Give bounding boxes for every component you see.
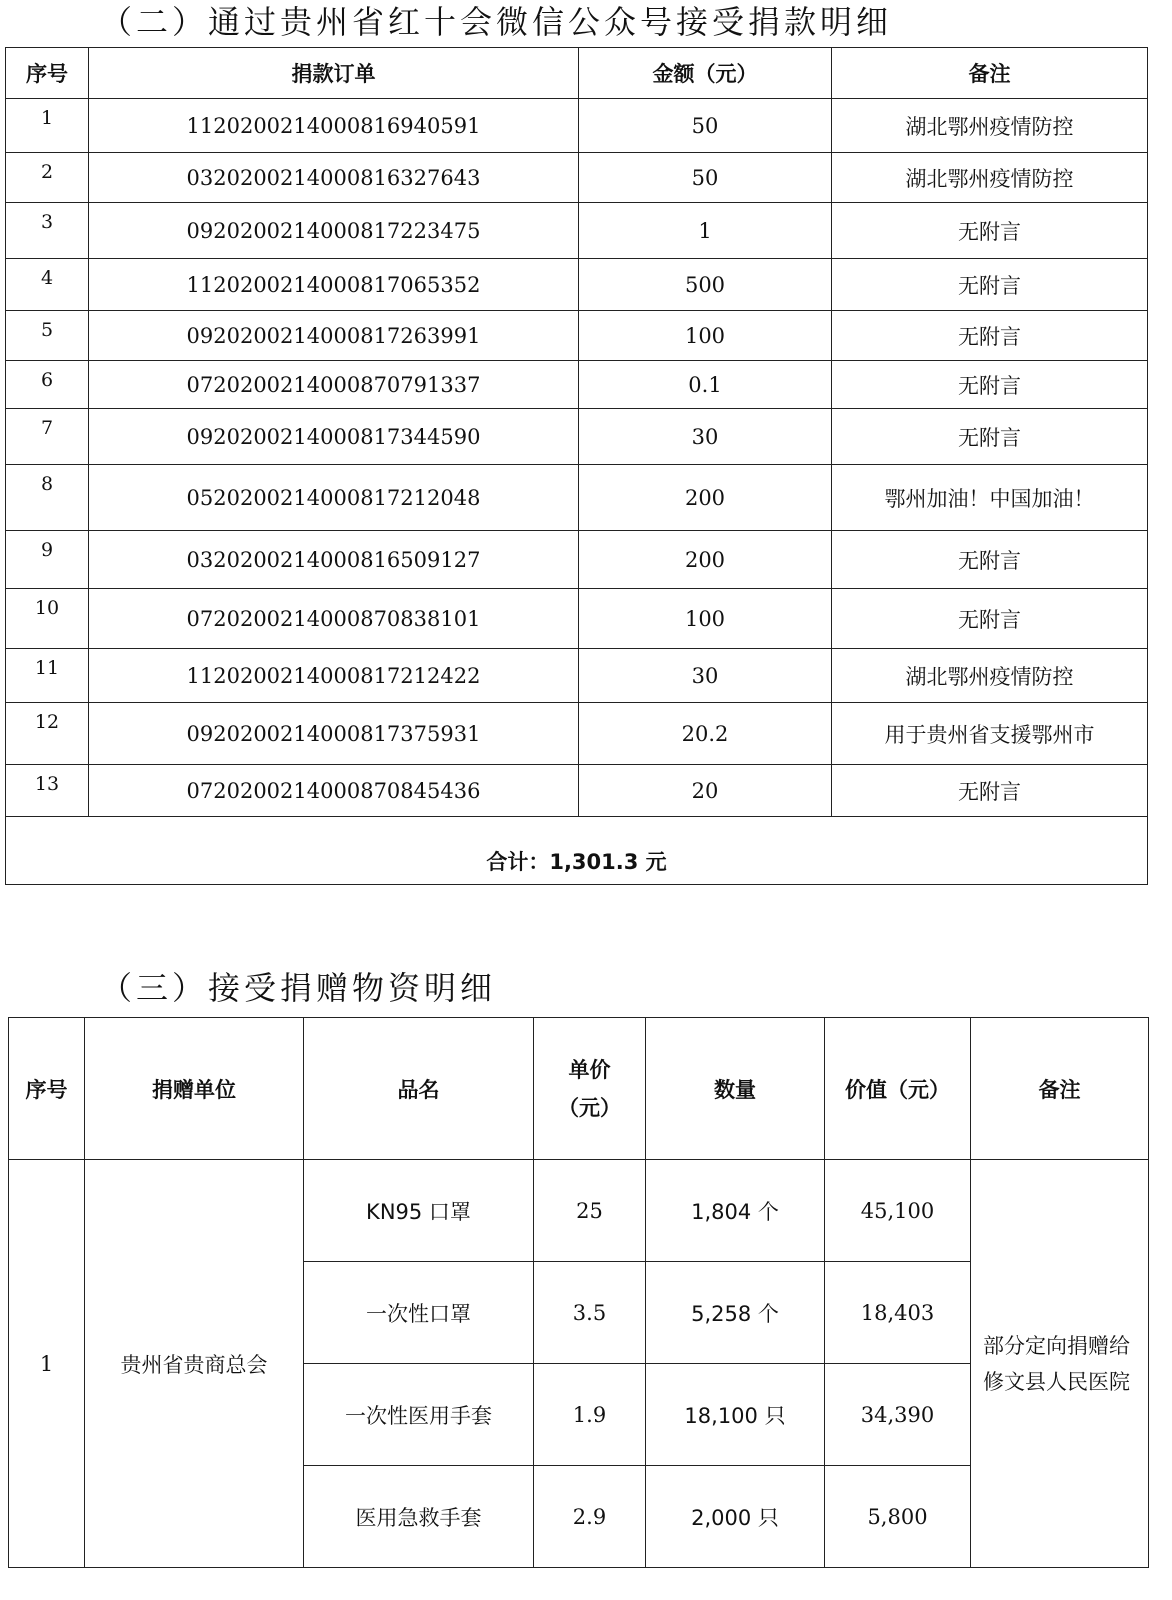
row-no: 8	[6, 465, 89, 531]
row-note: 无附言	[832, 765, 1148, 817]
table-row	[6, 531, 1148, 589]
row-amount: 500	[579, 259, 832, 311]
item-name: 一次性口罩	[304, 1262, 534, 1364]
row-order: 0720200214000870845436	[89, 765, 579, 817]
header-price-line2: （元）	[558, 1095, 621, 1120]
row-order: 0720200214000870838101	[89, 589, 579, 649]
item-price: 25	[534, 1160, 646, 1262]
row-note: 湖北鄂州疫情防控	[832, 153, 1148, 203]
header-value: 价值（元）	[825, 1018, 971, 1160]
row-no: 6	[6, 361, 89, 409]
row-note: 无附言	[832, 311, 1148, 361]
header-price-line1: 单价	[568, 1057, 611, 1082]
row-order: 0720200214000870791337	[89, 361, 579, 409]
table-row	[6, 409, 1148, 465]
row-amount: 30	[579, 409, 832, 465]
row-order: 0320200214000816509127	[89, 531, 579, 589]
row-no: 10	[6, 589, 89, 649]
row-no: 1	[6, 99, 89, 153]
header-note: 备注	[832, 48, 1148, 99]
row-amount: 1	[579, 203, 832, 259]
row-no: 12	[6, 703, 89, 765]
item-name: KN95 口罩	[304, 1160, 534, 1262]
table-row	[6, 153, 1148, 203]
item-value: 18,403	[825, 1262, 971, 1364]
table-header-row	[6, 48, 1148, 99]
entry-no: 1	[9, 1160, 85, 1568]
row-order: 0920200214000817223475	[89, 203, 579, 259]
table-row	[6, 465, 1148, 531]
table-row	[9, 1160, 1149, 1262]
header-no: 序号	[6, 48, 89, 99]
materials-table	[8, 1017, 1149, 1568]
row-note: 无附言	[832, 589, 1148, 649]
table-header-row	[9, 1018, 1149, 1160]
row-amount: 50	[579, 99, 832, 153]
row-no: 9	[6, 531, 89, 589]
row-order: 0920200214000817263991	[89, 311, 579, 361]
item-name: 一次性医用手套	[304, 1364, 534, 1466]
header-donor: 捐赠单位	[85, 1018, 304, 1160]
item-qty: 2,000 只	[646, 1466, 825, 1568]
table-row	[6, 589, 1148, 649]
row-order: 1120200214000817212422	[89, 649, 579, 703]
header-no: 序号	[9, 1018, 85, 1160]
row-no: 2	[6, 153, 89, 203]
header-qty: 数量	[646, 1018, 825, 1160]
table-row	[6, 703, 1148, 765]
row-amount: 20	[579, 765, 832, 817]
item-qty: 18,100 只	[646, 1364, 825, 1466]
item-price: 2.9	[534, 1466, 646, 1568]
table-row	[6, 259, 1148, 311]
row-note: 湖北鄂州疫情防控	[832, 649, 1148, 703]
row-amount: 200	[579, 531, 832, 589]
row-no: 7	[6, 409, 89, 465]
item-qty: 1,804 个	[646, 1160, 825, 1262]
row-note: 用于贵州省支援鄂州市	[832, 703, 1148, 765]
item-name: 医用急救手套	[304, 1466, 534, 1568]
row-note: 无附言	[832, 361, 1148, 409]
row-no: 3	[6, 203, 89, 259]
table-row	[6, 99, 1148, 153]
row-amount: 0.1	[579, 361, 832, 409]
row-note: 无附言	[832, 409, 1148, 465]
row-note: 无附言	[832, 259, 1148, 311]
header-price	[534, 1018, 646, 1160]
row-amount: 30	[579, 649, 832, 703]
row-order: 0320200214000816327643	[89, 153, 579, 203]
row-no: 11	[6, 649, 89, 703]
row-order: 1120200214000816940591	[89, 99, 579, 153]
row-amount: 200	[579, 465, 832, 531]
item-price: 3.5	[534, 1262, 646, 1364]
section2-title: （二）通过贵州省红十会微信公众号接受捐款明细	[100, 3, 893, 41]
row-note: 无附言	[832, 531, 1148, 589]
row-no: 4	[6, 259, 89, 311]
table-row	[6, 765, 1148, 817]
row-order: 0920200214000817344590	[89, 409, 579, 465]
row-amount: 100	[579, 311, 832, 361]
header-item: 品名	[304, 1018, 534, 1160]
row-amount: 50	[579, 153, 832, 203]
row-amount: 100	[579, 589, 832, 649]
total-label: 合计：1,301.3 元	[6, 817, 1148, 885]
section3-title: （三）接受捐赠物资明细	[100, 969, 497, 1007]
table-row	[6, 311, 1148, 361]
row-note: 无附言	[832, 203, 1148, 259]
row-note: 湖北鄂州疫情防控	[832, 99, 1148, 153]
row-order: 0520200214000817212048	[89, 465, 579, 531]
total-row	[6, 817, 1148, 885]
row-order: 1120200214000817065352	[89, 259, 579, 311]
table-row	[6, 361, 1148, 409]
item-value: 45,100	[825, 1160, 971, 1262]
item-price: 1.9	[534, 1364, 646, 1466]
row-no: 5	[6, 311, 89, 361]
item-value: 34,390	[825, 1364, 971, 1466]
row-order: 0920200214000817375931	[89, 703, 579, 765]
row-note: 鄂州加油！中国加油！	[832, 465, 1148, 531]
table-row	[6, 649, 1148, 703]
table-row	[6, 203, 1148, 259]
row-amount: 20.2	[579, 703, 832, 765]
header-order: 捐款订单	[89, 48, 579, 99]
entry-note: 部分定向捐赠给修文县人民医院	[971, 1160, 1149, 1568]
item-value: 5,800	[825, 1466, 971, 1568]
header-amount: 金额（元）	[579, 48, 832, 99]
donation-table	[5, 47, 1148, 885]
row-no: 13	[6, 765, 89, 817]
item-qty: 5,258 个	[646, 1262, 825, 1364]
entry-donor: 贵州省贵商总会	[85, 1160, 304, 1568]
header-note: 备注	[971, 1018, 1149, 1160]
